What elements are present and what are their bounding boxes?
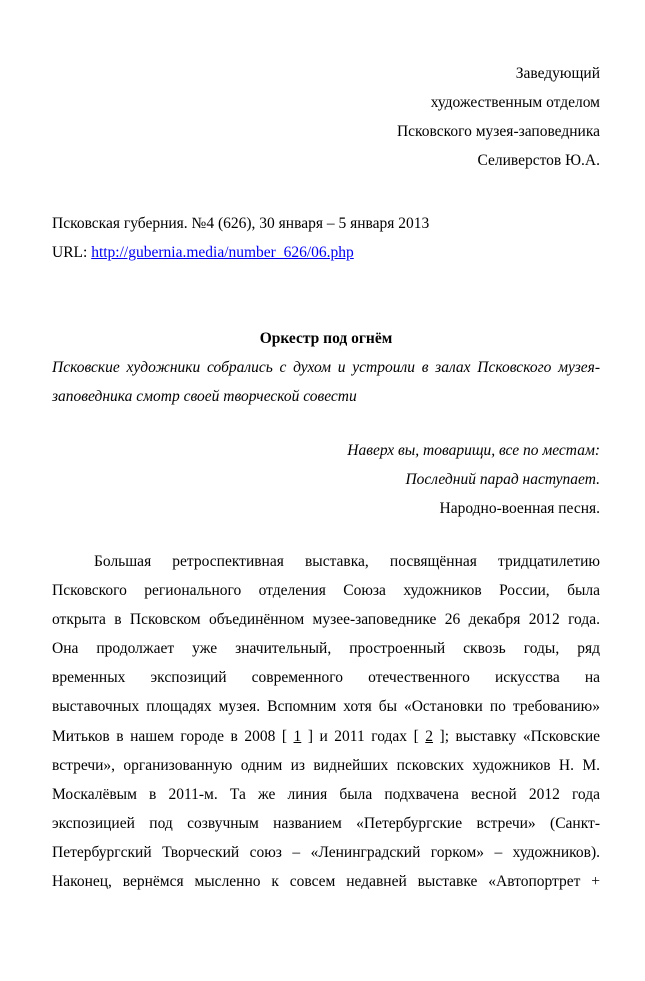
article-body: [52, 547, 600, 896]
author-header: [52, 59, 600, 175]
body-line: Петербургский Творческий союз – «Ленинградский горком» – художников).: [52, 843, 600, 861]
body-line: Наконец, вернёмся мысленно к совсем недавней выставке «Автопортрет +: [52, 873, 600, 891]
subtitle-line: Псковские художники собрались с духом и устроили в залах Псковского музея-: [52, 359, 600, 376]
body-text-fragment: Митьков в нашем городе в 2008 [: [52, 727, 287, 745]
subtitle-line: заповедника смотр своей творческой совести: [52, 388, 357, 405]
author-department-line: художественным отделом: [430, 94, 600, 111]
body-line: Псковского регионального отделения Союза художников России, была: [52, 582, 600, 600]
epigraph-attribution: Народно-военная песня.: [439, 500, 600, 517]
source-citation: [52, 209, 600, 267]
footnote-ref-1[interactable]: 1: [293, 727, 302, 745]
source-url-line: [52, 238, 600, 267]
article-title: Оркестр под огнём: [259, 330, 393, 347]
author-name-line: Селиверстов Ю.А.: [477, 152, 600, 169]
body-line: Большая ретроспективная выставка, посвящённая тридцатилетию: [94, 553, 600, 570]
body-line: встречи», организованную одним из виднейших псковских художников Н. М.: [52, 756, 600, 774]
author-position-line: Заведующий: [515, 65, 600, 82]
source-url-link[interactable]: http://gubernia.media/number_626/06.php: [91, 244, 354, 261]
epigraph-line: Последний парад наступает.: [405, 471, 600, 488]
body-line: Москалёвым в 2011-м. Та же линия была подхвачена весной 2012 года: [52, 785, 600, 803]
publication-citation: Псковская губерния. №4 (626), 30 января – 5 января 2013: [52, 215, 430, 232]
body-line: Она продолжает уже значительный, простроенный сквозь годы, ряд: [52, 640, 600, 658]
body-line: выставочных площадях музея. Вспомним хотя бы «Остановки по требованию»: [52, 698, 600, 716]
body-line: экспозицией под созвучным названием «Петербургские встречи» (Санкт-: [52, 814, 600, 832]
body-line: временных экспозиций современного отечественного искусства на: [52, 669, 600, 687]
footnote-ref-2[interactable]: 2: [425, 727, 434, 745]
body-line: открыта в Псковском объединённом музее-заповеднике 26 декабря 2012 года.: [52, 611, 600, 629]
body-text-fragment: ]; выставку «Псковские: [439, 727, 601, 745]
url-label: URL:: [52, 244, 88, 261]
body-line-with-references: [52, 722, 600, 751]
epigraph-line: Наверх вы, товарищи, все по местам:: [347, 442, 600, 459]
article-subtitle: [52, 353, 600, 411]
epigraph: [52, 436, 600, 523]
author-organization-line: Псковского музея-заповедника: [396, 123, 600, 140]
body-text-fragment: ] и 2011 годах [: [307, 727, 419, 745]
